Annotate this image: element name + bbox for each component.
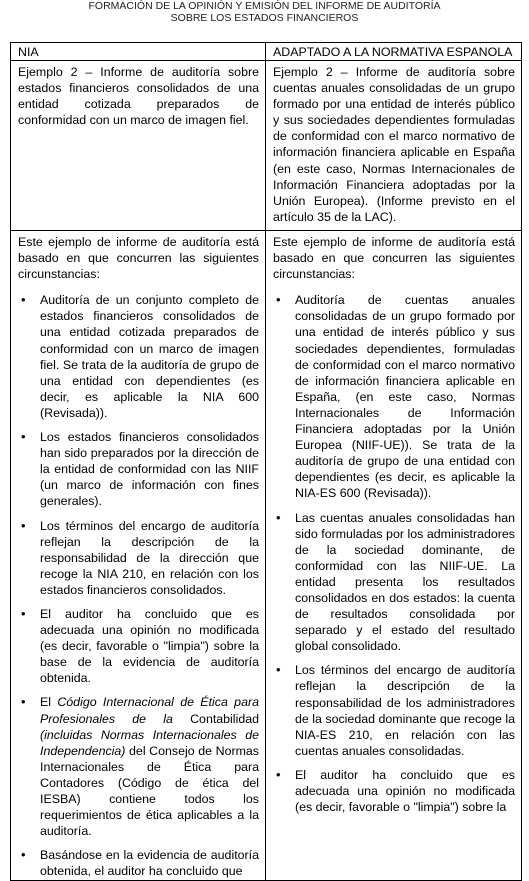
bullet-list-nia bbox=[18, 292, 259, 879]
comparison-table bbox=[10, 42, 522, 881]
list-item: • Los términos del encargo de auditoría reflejan la descripción de la responsabilidad de los administradores de la sociedad dominante que recoge la NIA-ES 210, en relación con las cuentas anuales consolidadas. bbox=[273, 662, 515, 759]
row2-left-cell bbox=[11, 231, 266, 881]
circumstances-intro-spain: Este ejemplo de informe de auditoría está basado en que concurren las siguientes circunstancias: bbox=[273, 235, 515, 282]
list-item: • Las cuentas anuales consolidadas han sido formuladas por los administradores de la sociedad dominante, de conformidad con las NIIF-UE. La entidad presenta los resultados consolidados en dos estados: la cuenta de resultados consolidada por separado y el estado del resultado global consolidado. bbox=[273, 510, 515, 655]
column-header-spanish: ADAPTADO A LA NORMATIVA ESPANOLA bbox=[266, 43, 522, 61]
list-item: • El Código Internacional de Ética para Profesionales de la Contabilidad (incluidas Normas Internacionales de Independencia) del Consejo de Normas Internacionales de Ética para Contadores (Código de ética del IESBA) contiene todos los requerimientos de ética aplicables a la auditoría. bbox=[18, 694, 259, 839]
row1-left-cell bbox=[11, 61, 266, 231]
list-item: • Los estados financieros consolidados han sido preparados por la dirección de la entidad de conformidad con las NIIF (un marco de información con fines generales). bbox=[18, 429, 259, 509]
header-line-1: FORMACIÓN DE LA OPINIÓN Y EMISIÓN DEL INFORME DE AUDITORÍA bbox=[88, 0, 441, 12]
bullet-list-spain bbox=[273, 292, 515, 815]
list-item: • El auditor ha concluido que es adecuada una opinión no modificada (es decir, favorable o "limpia") sobre la bbox=[273, 767, 515, 796]
table-row bbox=[11, 61, 522, 231]
column-header-nia: NIA bbox=[11, 43, 266, 61]
page-header bbox=[0, 0, 529, 24]
row1-right-cell bbox=[266, 61, 522, 231]
list-item: • Auditoría de un conjunto completo de estados financieros consolidados de una entidad cotizada preparados de conformidad con un marco de imagen fiel. Se trata de la auditoría de grupo de una entidad con dependientes (es decir, es aplicable la NIA 600 (Revisada)). bbox=[18, 292, 259, 421]
list-item: • Los términos del encargo de auditoría reflejan la descripción de la responsabilidad de la dirección que recoge la NIA 210, en relación con los estados financieros consolidados. bbox=[18, 518, 259, 598]
header-line-2: SOBRE LOS ESTADOS FINANCIEROS bbox=[170, 12, 359, 24]
table-header-row bbox=[11, 43, 522, 61]
example-title-nia: Ejemplo 2 – Informe de auditoría sobre estados financieros consolidados de una entidad cotizada preparados de conformidad con un marco de imagen fiel. bbox=[18, 65, 259, 128]
list-item: • El auditor ha concluido que es adecuada una opinión no modificada (es decir, favorable o "limpia") sobre la base de la evidencia de auditoría obtenida. bbox=[18, 606, 259, 686]
circumstances-intro-nia: Este ejemplo de informe de auditoría está basado en que concurren las siguientes circunstancias: bbox=[18, 235, 259, 282]
list-item: • Basándose en la evidencia de auditoría obtenida, el auditor ha concluido que bbox=[18, 847, 259, 876]
example-title-spain: Ejemplo 2 – Informe de auditoría sobre cuentas anuales consolidadas de un grupo formado por una entidad de interés público y sus sociedades dependientes formuladas de conformidad con el marco normativo de información financiera aplicable en España (en este caso, Normas Internacionales de Información Financiera adoptadas por la Unión Europea). (Informe previsto en el artículo 35 de la LAC). bbox=[273, 65, 515, 224]
list-item: • Auditoría de cuentas anuales consolidadas de un grupo formado por una entidad de interés público y sus sociedades dependientes, formuladas de conformidad con el marco normativo de información financiera aplicable en España, (en este caso, Normas Internacionales de Información Financiera adoptadas por la Unión Europea (NIIF-UE)). Se trata de la auditoría de grupo de una entidad con dependientes (es decir, es aplicable la NIA-ES 600 (Revisada)). bbox=[273, 292, 515, 501]
code-title-italic: Código Internacional de Ética para Profesionales de la bbox=[40, 695, 259, 726]
independence-italic: (incluidas Normas Internacionales de Independencia) bbox=[40, 727, 259, 758]
table-row bbox=[11, 231, 522, 881]
row2-right-cell bbox=[266, 231, 522, 881]
